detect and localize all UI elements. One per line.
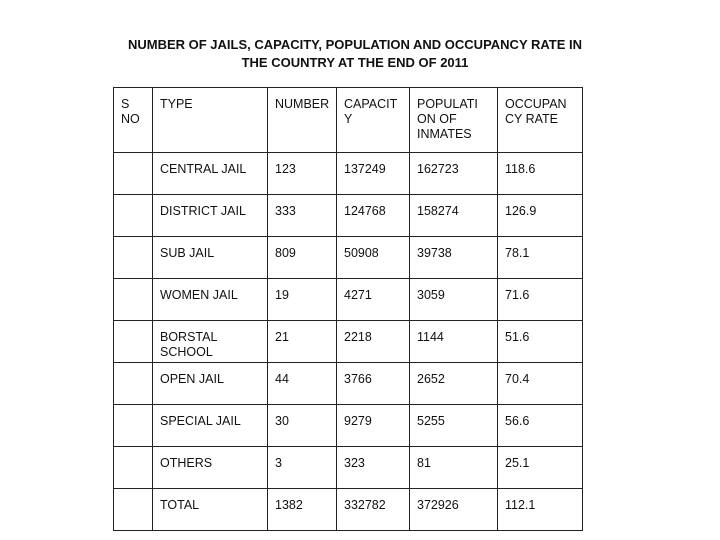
jails-table bbox=[113, 87, 583, 531]
cell-capacity: 4271 bbox=[337, 279, 410, 321]
header-population-line: ON OF bbox=[417, 112, 457, 126]
cell-capacity: 332782 bbox=[337, 489, 410, 531]
cell-type-line: OTHERS bbox=[160, 456, 213, 470]
cell-number: 809 bbox=[268, 237, 337, 279]
cell-number: 44 bbox=[268, 363, 337, 405]
cell-population: 5255 bbox=[410, 405, 498, 447]
cell-occupancy: 70.4 bbox=[498, 363, 583, 405]
cell-type-line: SPECIAL JAIL bbox=[160, 414, 241, 428]
cell-type-line: BORSTAL bbox=[160, 330, 218, 344]
cell-type bbox=[153, 279, 268, 321]
table-row bbox=[114, 237, 583, 279]
cell-capacity: 2218 bbox=[337, 321, 410, 363]
cell-occupancy: 118.6 bbox=[498, 153, 583, 195]
table-row bbox=[114, 321, 583, 363]
header-sno-line: S bbox=[121, 97, 130, 111]
cell-number: 3 bbox=[268, 447, 337, 489]
cell-type-line: TOTAL bbox=[160, 498, 200, 512]
cell-sno bbox=[114, 489, 153, 531]
table-row bbox=[114, 153, 583, 195]
cell-type bbox=[153, 363, 268, 405]
cell-number: 123 bbox=[268, 153, 337, 195]
cell-number: 333 bbox=[268, 195, 337, 237]
header-type bbox=[153, 88, 268, 153]
header-sno-line: NO bbox=[121, 112, 140, 126]
cell-type bbox=[153, 489, 268, 531]
table-row bbox=[114, 405, 583, 447]
cell-sno bbox=[114, 363, 153, 405]
cell-type bbox=[153, 195, 268, 237]
cell-number: 30 bbox=[268, 405, 337, 447]
cell-occupancy: 51.6 bbox=[498, 321, 583, 363]
page-title bbox=[70, 36, 640, 72]
header-population-line: INMATES bbox=[417, 127, 472, 141]
cell-type-line: WOMEN JAIL bbox=[160, 288, 238, 302]
title-line-1: NUMBER OF JAILS, CAPACITY, POPULATION AND OCCUPANCY RATE IN bbox=[127, 37, 583, 52]
cell-type-line: SUB JAIL bbox=[160, 246, 215, 260]
cell-capacity: 323 bbox=[337, 447, 410, 489]
cell-capacity: 137249 bbox=[337, 153, 410, 195]
cell-sno bbox=[114, 237, 153, 279]
cell-type-line: SCHOOL bbox=[160, 345, 213, 359]
cell-capacity: 50908 bbox=[337, 237, 410, 279]
cell-population: 1144 bbox=[410, 321, 498, 363]
cell-capacity: 9279 bbox=[337, 405, 410, 447]
table-body bbox=[114, 88, 583, 531]
header-occupancy bbox=[498, 88, 583, 153]
cell-occupancy: 56.6 bbox=[498, 405, 583, 447]
cell-capacity: 3766 bbox=[337, 363, 410, 405]
cell-type bbox=[153, 321, 268, 363]
cell-type bbox=[153, 153, 268, 195]
table-row bbox=[114, 363, 583, 405]
header-occupancy-line: CY RATE bbox=[505, 112, 559, 126]
header-type-line: TYPE bbox=[160, 97, 193, 111]
cell-type-line: CENTRAL JAIL bbox=[160, 162, 247, 176]
cell-occupancy: 78.1 bbox=[498, 237, 583, 279]
cell-sno bbox=[114, 195, 153, 237]
cell-occupancy: 71.6 bbox=[498, 279, 583, 321]
table-row bbox=[114, 279, 583, 321]
header-number bbox=[268, 88, 337, 153]
table-row bbox=[114, 489, 583, 531]
table-header-row bbox=[114, 88, 583, 153]
header-occupancy-line: OCCUPAN bbox=[505, 97, 567, 111]
table-row bbox=[114, 447, 583, 489]
cell-population: 3059 bbox=[410, 279, 498, 321]
table-row bbox=[114, 195, 583, 237]
header-capacity-line: Y bbox=[344, 112, 353, 126]
cell-population: 158274 bbox=[410, 195, 498, 237]
cell-type bbox=[153, 405, 268, 447]
header-capacity-line: CAPACIT bbox=[344, 97, 398, 111]
cell-sno bbox=[114, 279, 153, 321]
cell-population: 39738 bbox=[410, 237, 498, 279]
cell-sno bbox=[114, 321, 153, 363]
cell-occupancy: 25.1 bbox=[498, 447, 583, 489]
cell-number: 19 bbox=[268, 279, 337, 321]
cell-population: 162723 bbox=[410, 153, 498, 195]
header-population-line: POPULATI bbox=[417, 97, 478, 111]
header-capacity bbox=[337, 88, 410, 153]
header-population bbox=[410, 88, 498, 153]
cell-population: 2652 bbox=[410, 363, 498, 405]
cell-type bbox=[153, 447, 268, 489]
cell-sno bbox=[114, 405, 153, 447]
title-line-2: THE COUNTRY AT THE END OF 2011 bbox=[241, 55, 469, 70]
cell-population: 372926 bbox=[410, 489, 498, 531]
cell-population: 81 bbox=[410, 447, 498, 489]
cell-type-line: OPEN JAIL bbox=[160, 372, 224, 386]
cell-number: 1382 bbox=[268, 489, 337, 531]
cell-sno bbox=[114, 153, 153, 195]
cell-occupancy: 112.1 bbox=[498, 489, 583, 531]
header-number-line: NUMBER bbox=[275, 97, 330, 111]
cell-occupancy: 126.9 bbox=[498, 195, 583, 237]
cell-number: 21 bbox=[268, 321, 337, 363]
cell-capacity: 124768 bbox=[337, 195, 410, 237]
cell-type bbox=[153, 237, 268, 279]
header-sno bbox=[114, 88, 153, 153]
cell-type-line: DISTRICT JAIL bbox=[160, 204, 246, 218]
cell-sno bbox=[114, 447, 153, 489]
